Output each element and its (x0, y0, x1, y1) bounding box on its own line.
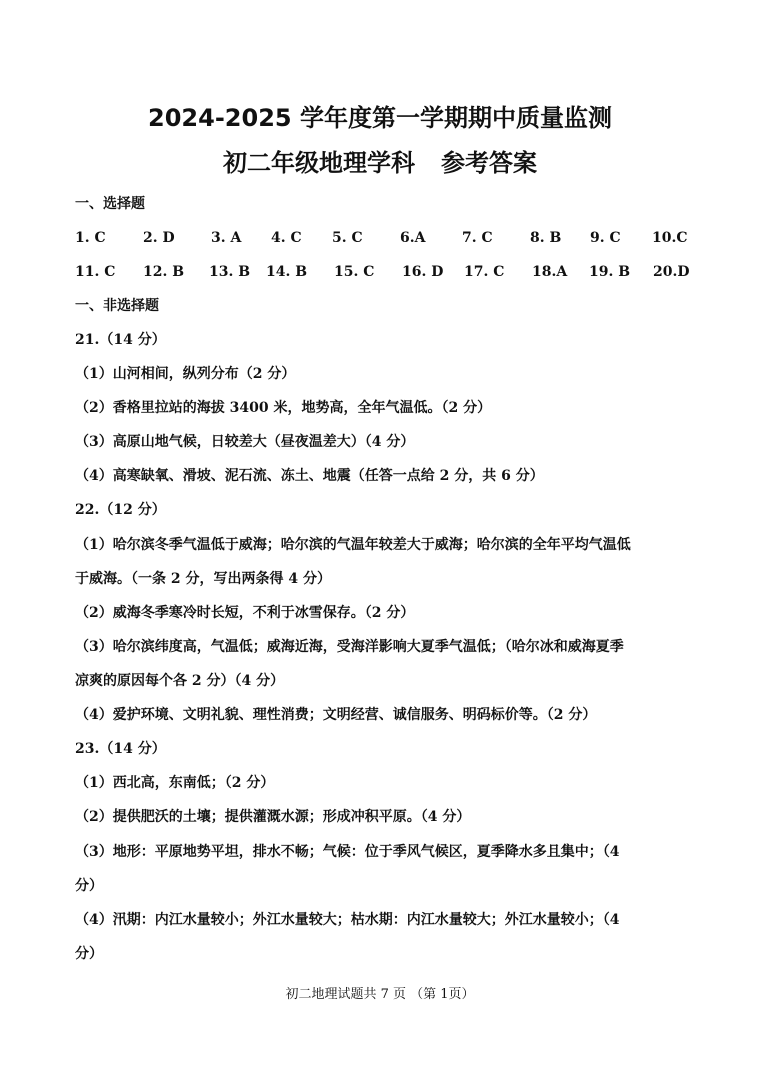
section-heading-choice: 一、选择题 (75, 196, 145, 212)
mc-answer: 15. C (334, 264, 375, 280)
mc-answer: 12. B (143, 264, 185, 280)
q23-answer-4-line-2: 分） (75, 946, 103, 962)
q23-answer-3-line-2: 分） (75, 878, 103, 894)
q23-answer-3-line-1: （3）地形：平原地势平坦，排水不畅；气候：位于季风气候区，夏季降水多且集中；（4 (75, 844, 620, 860)
q22-answer-1-line-1: （1）哈尔滨冬季气温低于威海；哈尔滨的气温年较差大于威海；哈尔滨的全年平均气温低 (75, 537, 631, 553)
q22-answer-2: （2）威海冬季寒冷时长短，不利于冰雪保存。（2 分） (75, 605, 415, 621)
page-subtitle (0, 146, 760, 180)
q22-answer-4: （4）爱护环境、文明礼貌、理性消费；文明经营、诚信服务、明码标价等。（2 分） (75, 707, 597, 723)
mc-answer: 20.D (653, 264, 690, 280)
q22-answer-3-line-2: 凉爽的原因每个各 2 分）（4 分） (75, 673, 285, 689)
mc-answer: 10.C (652, 230, 688, 246)
mc-answer: 1. C (75, 230, 106, 246)
mc-answer: 14. B (266, 264, 308, 280)
mc-answer: 9. C (590, 230, 621, 246)
mc-answer: 7. C (462, 230, 493, 246)
subtitle-subject: 初二年级地理学科 (223, 149, 415, 177)
mc-answer: 2. D (143, 230, 175, 246)
question-22-heading: 22.（12 分） (75, 502, 166, 518)
q22-answer-1-line-2: 于威海。（一条 2 分，写出两条得 4 分） (75, 571, 331, 587)
page-title: 2024-2025 学年度第一学期期中质量监测 (148, 104, 612, 132)
mc-answer: 18.A (532, 264, 568, 280)
q21-answer-4: （4）高寒缺氧、滑坡、泥石流、冻土、地震（任答一点给 2 分，共 6 分） (75, 468, 544, 484)
mc-answer: 13. B (209, 264, 251, 280)
mc-answer: 16. D (402, 264, 444, 280)
mc-answer: 3. A (211, 230, 242, 246)
q23-answer-4-line-1: （4）汛期：内江水量较小；外江水量较大；枯水期：内江水量较大；外江水量较小；（4 (75, 912, 620, 928)
q23-answer-1: （1）西北高，东南低；（2 分） (75, 775, 275, 791)
question-23-heading: 23.（14 分） (75, 741, 166, 757)
q23-answer-2: （2）提供肥沃的土壤；提供灌溉水源；形成冲积平原。（4 分） (75, 809, 471, 825)
section-heading-nonchoice: 一、非选择题 (75, 298, 159, 314)
mc-answer: 11. C (75, 264, 116, 280)
mc-answer: 5. C (332, 230, 363, 246)
mc-answer: 4. C (271, 230, 302, 246)
q21-answer-1: （1）山河相间，纵列分布（2 分） (75, 366, 296, 382)
mc-answer: 6.A (400, 230, 426, 246)
q21-answer-3: （3）高原山地气候，日较差大（昼夜温差大）（4 分） (75, 434, 415, 450)
mc-answer: 8. B (530, 230, 562, 246)
page-footer: 初二地理试题共 7 页 （第 1页） (285, 987, 475, 1002)
q22-answer-3-line-1: （3）哈尔滨纬度高，气温低；威海近海，受海洋影响大夏季气温低；（哈尔冰和威海夏季 (75, 639, 624, 655)
mc-answer: 17. C (464, 264, 505, 280)
q21-answer-2: （2）香格里拉站的海拔 3400 米，地势高，全年气温低。（2 分） (75, 400, 492, 416)
question-21-heading: 21.（14 分） (75, 332, 166, 348)
mc-answer: 19. B (589, 264, 631, 280)
subtitle-answer-key: 参考答案 (441, 149, 537, 177)
